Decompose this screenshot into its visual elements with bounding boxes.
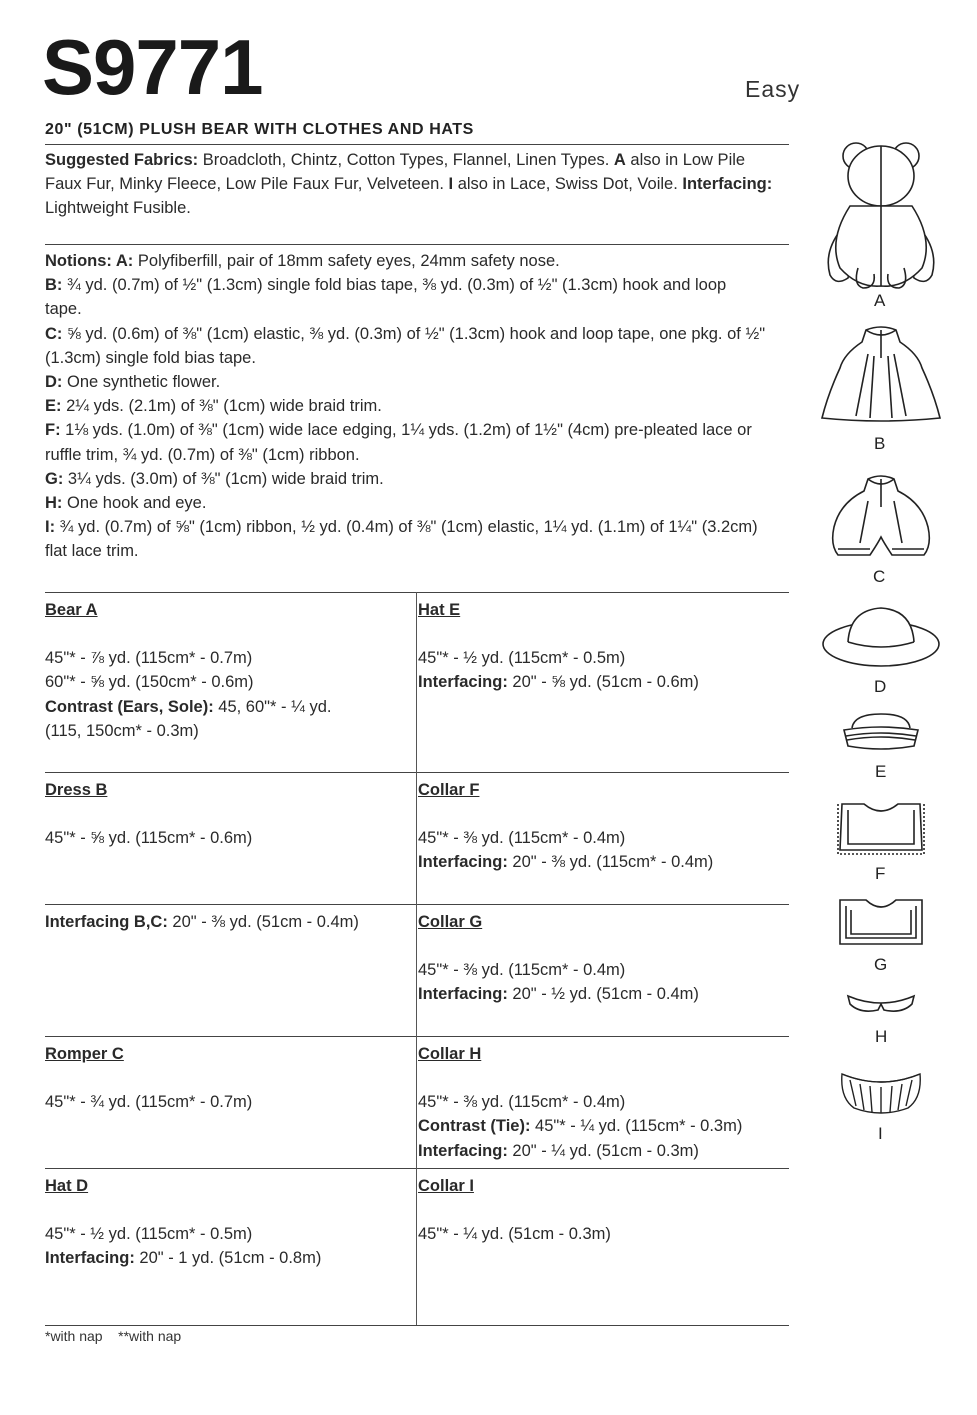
yardage-line bbox=[45, 670, 413, 694]
yardage-value: 45"* - ⅞ yd. (115cm* - 0.7m) bbox=[45, 649, 253, 668]
yardage-line bbox=[45, 826, 413, 850]
notion-text: ¾ yd. (0.7m) of ½" (1.3cm) single fold bias tape, ⅜ yd. (0.3m) of ½" (1.3cm) hook and loop bbox=[62, 276, 727, 295]
yardage-line bbox=[418, 826, 786, 850]
view-label-c: C bbox=[873, 567, 886, 586]
yardage-value: 45"* - ¼ yd. (115cm* - 0.3m) bbox=[530, 1117, 743, 1136]
yardage-line bbox=[418, 670, 786, 694]
notion-label: C: bbox=[45, 324, 63, 343]
view-label-b: B bbox=[874, 434, 886, 453]
yardage-heading: Collar F bbox=[418, 781, 480, 799]
bear-icon bbox=[818, 140, 944, 290]
yardage-bold-label: Interfacing: bbox=[418, 1141, 508, 1160]
yardage-line bbox=[45, 910, 413, 934]
yardage-line bbox=[418, 1090, 786, 1114]
yardage-heading: Bear A bbox=[45, 601, 98, 619]
notion-label: I: bbox=[45, 518, 56, 537]
fabrics-text: also in Low Pile bbox=[625, 151, 746, 169]
yardage-line bbox=[45, 1090, 413, 1114]
view-label-i: I bbox=[878, 1124, 883, 1143]
notion-label: E: bbox=[45, 397, 62, 416]
yardage-heading: Collar I bbox=[418, 1177, 474, 1195]
yardage-line bbox=[418, 958, 786, 982]
notion-text: One synthetic flower. bbox=[62, 373, 221, 392]
notion-text: flat lace trim. bbox=[45, 542, 139, 561]
view-e-drawing bbox=[818, 712, 944, 752]
table-row-rule bbox=[45, 1036, 789, 1037]
yardage-cell bbox=[418, 910, 786, 1007]
view-label-d: D bbox=[874, 677, 887, 696]
table-top-rule bbox=[45, 592, 789, 593]
yardage-cell bbox=[45, 778, 413, 850]
view-label-e: E bbox=[875, 762, 887, 781]
collar-f-icon bbox=[818, 800, 944, 856]
yardage-line bbox=[418, 850, 786, 874]
notion-line bbox=[45, 370, 789, 394]
difficulty-level: Easy bbox=[745, 76, 801, 102]
yardage-value: 20" - ¼ yd. (51cm - 0.3m) bbox=[507, 1141, 699, 1160]
notion-line bbox=[45, 418, 789, 442]
yardage-value: 45"* - ⅜ yd. (115cm* - 0.4m) bbox=[418, 1093, 626, 1112]
yardage-heading: Dress B bbox=[45, 781, 108, 799]
yardage-line bbox=[45, 695, 413, 719]
view-label-f: F bbox=[875, 864, 886, 883]
yardage-cell bbox=[418, 1042, 786, 1163]
notion-line bbox=[45, 491, 789, 515]
yardage-value: 20" - ½ yd. (51cm - 0.4m) bbox=[507, 985, 699, 1004]
notion-text: Polyfiberfill, pair of 18mm safety eyes, 24mm safety nose. bbox=[133, 252, 560, 270]
yardage-line bbox=[418, 982, 786, 1006]
notion-label: Notions: A: bbox=[45, 252, 134, 270]
yardage-cell bbox=[418, 598, 786, 695]
yardage-value: 45"* - ¼ yd. (51cm - 0.3m) bbox=[418, 1225, 611, 1244]
yardage-value: 45"* - ¾ yd. (115cm* - 0.7m) bbox=[45, 1093, 253, 1112]
view-h-drawing bbox=[818, 990, 944, 1018]
notion-line bbox=[45, 346, 789, 370]
hat-d-icon bbox=[818, 604, 944, 670]
title-rule bbox=[45, 144, 789, 145]
yardage-cell bbox=[45, 910, 413, 934]
yardage-bold-label: Contrast (Ears, Sole): bbox=[45, 697, 214, 716]
yardage-heading: Hat E bbox=[418, 601, 461, 619]
fabrics-text: Broadcloth, Chintz, Cotton Types, Flannel, Linen Types. bbox=[198, 151, 614, 169]
fabrics-text: Faux Fur, Minky Fleece, Low Pile Faux Fur, Velveteen. bbox=[45, 175, 449, 194]
view-label-g: G bbox=[874, 955, 888, 974]
notion-line bbox=[45, 273, 789, 297]
notion-label: G: bbox=[45, 469, 64, 488]
yardage-value: 20" - 1 yd. (51cm - 0.8m) bbox=[134, 1249, 322, 1268]
notion-text: tape. bbox=[45, 300, 82, 319]
yardage-value: (115, 150cm* - 0.3m) bbox=[45, 721, 199, 740]
fabrics-rule bbox=[45, 244, 789, 245]
collar-i-icon bbox=[818, 1068, 944, 1118]
dress-icon bbox=[818, 324, 944, 424]
notion-text: 2¼ yds. (2.1m) of ⅜" (1cm) wide braid trim. bbox=[61, 397, 382, 416]
view-f-drawing bbox=[818, 800, 944, 856]
yardage-bold-label: Interfacing: bbox=[418, 853, 508, 872]
notion-text: ⅝ yd. (0.6m) of ⅜" (1cm) elastic, ⅜ yd. (0.3m) of ½" (1.3cm) hook and loop tape, one pkg. of ½" bbox=[62, 324, 766, 343]
notion-text: 3¼ yds. (3.0m) of ⅜" (1cm) wide braid trim. bbox=[63, 469, 384, 488]
view-d-drawing bbox=[818, 604, 944, 670]
notion-label: H: bbox=[45, 494, 63, 513]
notions-list bbox=[45, 249, 789, 564]
notion-line bbox=[45, 467, 789, 491]
yardage-value: 45"* - ½ yd. (115cm* - 0.5m) bbox=[418, 649, 626, 668]
yardage-value: 45, 60"* - ¼ yd. bbox=[213, 697, 332, 716]
romper-icon bbox=[818, 473, 944, 563]
notion-line bbox=[45, 394, 789, 418]
notion-label: B: bbox=[45, 276, 63, 295]
fabrics-label: Suggested Fabrics: bbox=[45, 151, 199, 169]
notion-label: F: bbox=[45, 421, 61, 440]
fabrics-text: also in Lace, Swiss Dot, Voile. bbox=[453, 175, 683, 194]
table-row-rule bbox=[45, 904, 789, 905]
yardage-value: 45"* - ⅝ yd. (115cm* - 0.6m) bbox=[45, 829, 253, 848]
view-c-drawing bbox=[818, 473, 944, 563]
yardage-heading: Hat D bbox=[45, 1177, 89, 1195]
yardage-bold-label: Interfacing: bbox=[418, 985, 508, 1004]
fabrics-line-1 bbox=[45, 148, 789, 172]
yardage-cell bbox=[418, 778, 786, 875]
table-row-rule bbox=[45, 1168, 789, 1169]
notion-line bbox=[45, 443, 789, 467]
suggested-fabrics bbox=[45, 148, 789, 221]
yardage-value: 45"* - ½ yd. (115cm* - 0.5m) bbox=[45, 1225, 253, 1244]
view-label-a: A bbox=[874, 291, 886, 310]
view-g-drawing bbox=[818, 898, 944, 948]
yardage-line bbox=[45, 1222, 413, 1246]
view-ref-a: A bbox=[613, 151, 626, 169]
yardage-line bbox=[45, 1246, 413, 1270]
yardage-value: 20" - ⅝ yd. (51cm - 0.6m) bbox=[507, 673, 699, 692]
yardage-bold-label: Interfacing B,C: bbox=[45, 913, 168, 931]
notion-text: ¾ yd. (0.7m) of ⅝" (1cm) ribbon, ½ yd. (0.4m) of ⅜" (1cm) elastic, 1¼ yd. (1.1m) of 1¼" (3.2cm) bbox=[55, 518, 758, 537]
yardage-line bbox=[418, 1222, 786, 1246]
hat-e-icon bbox=[818, 712, 944, 752]
view-label-h: H bbox=[875, 1027, 888, 1046]
view-ref-i: I bbox=[448, 175, 454, 194]
yardage-line bbox=[45, 719, 413, 743]
yardage-value: 20" - ⅜ yd. (51cm - 0.4m) bbox=[167, 913, 359, 931]
view-i-drawing bbox=[818, 1068, 944, 1118]
yardage-value: 45"* - ⅜ yd. (115cm* - 0.4m) bbox=[418, 961, 626, 980]
table-column-divider bbox=[416, 592, 417, 1325]
notion-text: ruffle trim, ¾ yd. (0.7m) of ⅜" (1cm) ribbon. bbox=[45, 445, 360, 464]
yardage-cell bbox=[418, 1174, 786, 1246]
yardage-line bbox=[418, 1114, 786, 1138]
notion-line bbox=[45, 539, 789, 563]
yardage-value: 20" - ⅜ yd. (115cm* - 0.4m) bbox=[507, 853, 714, 872]
view-b-drawing bbox=[818, 324, 944, 424]
yardage-bold-label: Contrast (Tie): bbox=[418, 1117, 531, 1136]
yardage-bold-label: Interfacing: bbox=[418, 673, 508, 692]
table-bottom-rule bbox=[45, 1325, 789, 1326]
pattern-title: 20" (51CM) PLUSH BEAR WITH CLOTHES AND HATS bbox=[45, 121, 474, 138]
notion-text: 1⅛ yds. (1.0m) of ⅜" (1cm) wide lace edging, 1¼ yds. (1.2m) of 1½" (4cm) pre-pleated lace or bbox=[60, 421, 752, 440]
notion-label: D: bbox=[45, 373, 63, 392]
yardage-heading: Collar G bbox=[418, 913, 483, 931]
yardage-cell bbox=[45, 1042, 413, 1114]
notion-line bbox=[45, 249, 789, 273]
yardage-cell bbox=[45, 598, 413, 743]
notion-line bbox=[45, 322, 789, 346]
yardage-heading: Collar H bbox=[418, 1045, 482, 1063]
collar-g-icon bbox=[818, 898, 944, 948]
yardage-line bbox=[45, 646, 413, 670]
notion-text: (1.3cm) single fold bias tape. bbox=[45, 348, 256, 367]
yardage-line bbox=[418, 646, 786, 670]
view-a-drawing bbox=[818, 140, 944, 290]
yardage-bold-label: Interfacing: bbox=[45, 1249, 135, 1268]
notion-line bbox=[45, 297, 789, 321]
footnote: *with nap **with nap bbox=[45, 1328, 182, 1344]
notion-line bbox=[45, 515, 789, 539]
yardage-value: 45"* - ⅜ yd. (115cm* - 0.4m) bbox=[418, 829, 626, 848]
yardage-value: 60"* - ⅝ yd. (150cm* - 0.6m) bbox=[45, 673, 254, 692]
yardage-cell bbox=[45, 1174, 413, 1271]
notion-text: One hook and eye. bbox=[62, 494, 207, 513]
table-row-rule bbox=[45, 772, 789, 773]
fabrics-line-2 bbox=[45, 172, 789, 196]
fabrics-line-3: Lightweight Fusible. bbox=[45, 199, 191, 218]
yardage-line bbox=[418, 1139, 786, 1163]
pattern-number: S9771 bbox=[42, 23, 263, 111]
interfacing-label: Interfacing: bbox=[682, 175, 773, 194]
collar-h-icon bbox=[818, 990, 944, 1018]
yardage-heading: Romper C bbox=[45, 1045, 124, 1063]
